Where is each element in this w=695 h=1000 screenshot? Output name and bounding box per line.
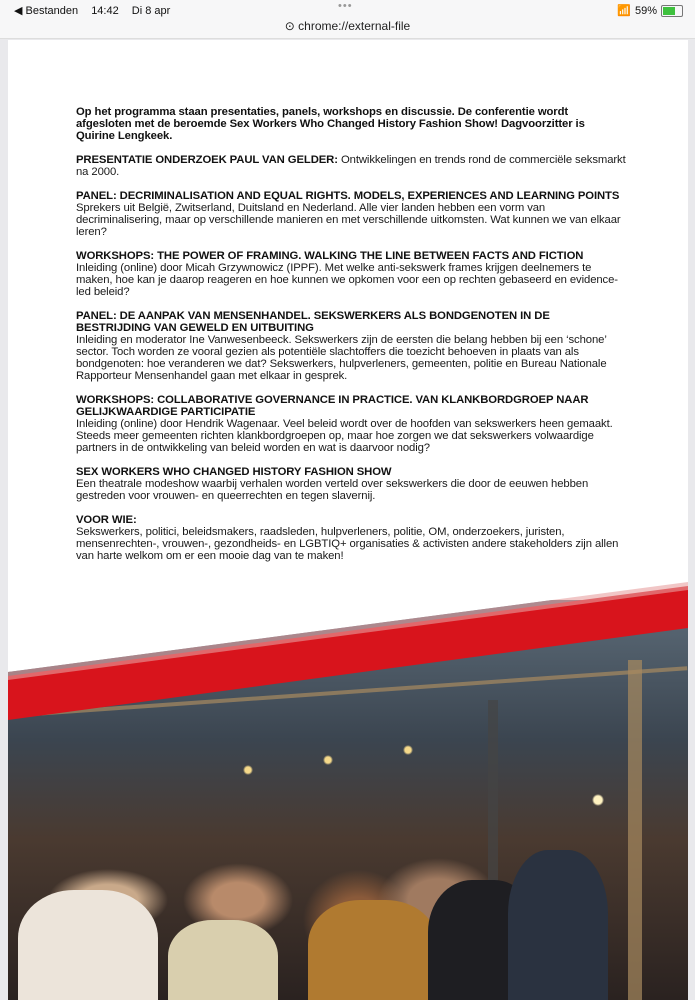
section-body: Inleiding (online) door Hendrik Wagenaar. Veel beleid wordt over de hoofden van sekswerkers heen gemaakt. Steeds meer gemeenten richten klankbordgroepen op, maar hoe zorgen we dat sekswerkers volwaardige partners in de ontwikkeling van beleid worden en wat is daarvoor nodig? [76, 418, 613, 454]
status-bar [0, 0, 695, 39]
section-body: Sprekers uit België, Zwitserland, Duitsland en Nederland. Alle vier landen hebben een vorm van decriminalisering, maar op verschillende manieren en met verschillende uitkomsten. Wat kunnen we van elkaar leren? [76, 202, 621, 238]
section-workshop-governance [76, 394, 626, 454]
address-bar[interactable]: ⊙ chrome://external-file [284, 19, 411, 33]
section-presentatie [76, 154, 626, 178]
section-body: Een theatrale modeshow waarbij verhalen worden verteld over sekswerkers die door de eeuwen hebben gestreden voor vrouwen- en queerrechten en tegen slavernij. [76, 478, 589, 502]
battery-percent: 59% [634, 4, 657, 17]
section-body: Inleiding (online) door Micah Grzywnowicz (IPPF). Met welke anti-sekswerk frames krijgen deelnemers te maken, hoe kan je daarop reageren en hoe kunnen we opkomen voor een op rechten gebaseerd en evidence-led beleid? [76, 262, 618, 298]
section-body: Inleiding en moderator Ine Vanwesenbeeck. Sekswerkers zijn de eersten die belang hebben bij een ‘schone’ sector. Toch worden ze vooral gezien als potentiële slachtoffers die toezicht behoeven in plaats van als bondgenoten: hoe veranderen we dat? Sekswerkers, hulpverleners, gemeenten, politie en Bureau Nationale Rapporteur Mensenhandel gaan met elkaar in gesprek. [76, 334, 607, 382]
section-title: PANEL: DE AANPAK VAN MENSENHANDEL. SEKSWERKERS ALS BONDGENOTEN IN DE BESTRIJDING VAN GEWELD EN UITBUITING [76, 310, 550, 334]
document-page [8, 40, 688, 1000]
section-panel-decriminalisation [76, 190, 626, 238]
section-body: Ontwikkelingen en trends rond de commerciële seksmarkt na 2000. [76, 154, 626, 178]
intro-text: Op het programma staan presentaties, panels, workshops en discussie. De conferentie wordt afgesloten met de beroemde Sex Workers Who Changed History Fashion Show! Dagvoorzitter is Quirine Lengkeek. [76, 106, 585, 142]
multitasking-dots[interactable]: ••• [338, 0, 353, 12]
date: Di 8 apr [131, 5, 171, 17]
back-to-files-button[interactable]: ◀ Bestanden [14, 5, 79, 17]
section-title: SEX WORKERS WHO CHANGED HISTORY FASHION SHOW [76, 466, 392, 478]
section-title: WORKSHOPS: THE POWER OF FRAMING. WALKING THE LINE BETWEEN FACTS AND FICTION [76, 250, 584, 262]
red-brush-stroke [8, 580, 688, 720]
section-body: Sekswerkers, politici, beleidsmakers, raadsleden, hulpverleners, politie, OM, onderzoekers, juristen, mensenrechten-, vrouwen-, gezondheids- en LGBTIQ+ organisaties & activisten andere stakeholders zijn allen van harte welkom om er een mooie dag van te maken! [76, 526, 619, 562]
battery-icon [661, 5, 683, 17]
url-text: chrome://external-file [298, 19, 411, 33]
section-fashion-show [76, 466, 626, 502]
time: 14:42 [91, 5, 119, 17]
section-title: PANEL: DECRIMINALISATION AND EQUAL RIGHTS. MODELS, EXPERIENCES AND LEARNING POINTS [76, 190, 620, 202]
program-text [76, 106, 626, 574]
section-title: WORKSHOPS: COLLABORATIVE GOVERNANCE IN PRACTICE. VAN KLANKBORDGROEP NAAR GELIJKWAARDIGE PARTICIPATIE [76, 394, 589, 418]
section-voor-wie [76, 514, 626, 562]
wifi-icon: 📶 [617, 5, 631, 17]
section-workshop-framing [76, 250, 626, 298]
section-title: PRESENTATIE ONDERZOEK PAUL VAN GELDER: [76, 154, 338, 166]
section-title: VOOR WIE: [76, 514, 137, 526]
section-panel-mensenhandel [76, 310, 626, 382]
